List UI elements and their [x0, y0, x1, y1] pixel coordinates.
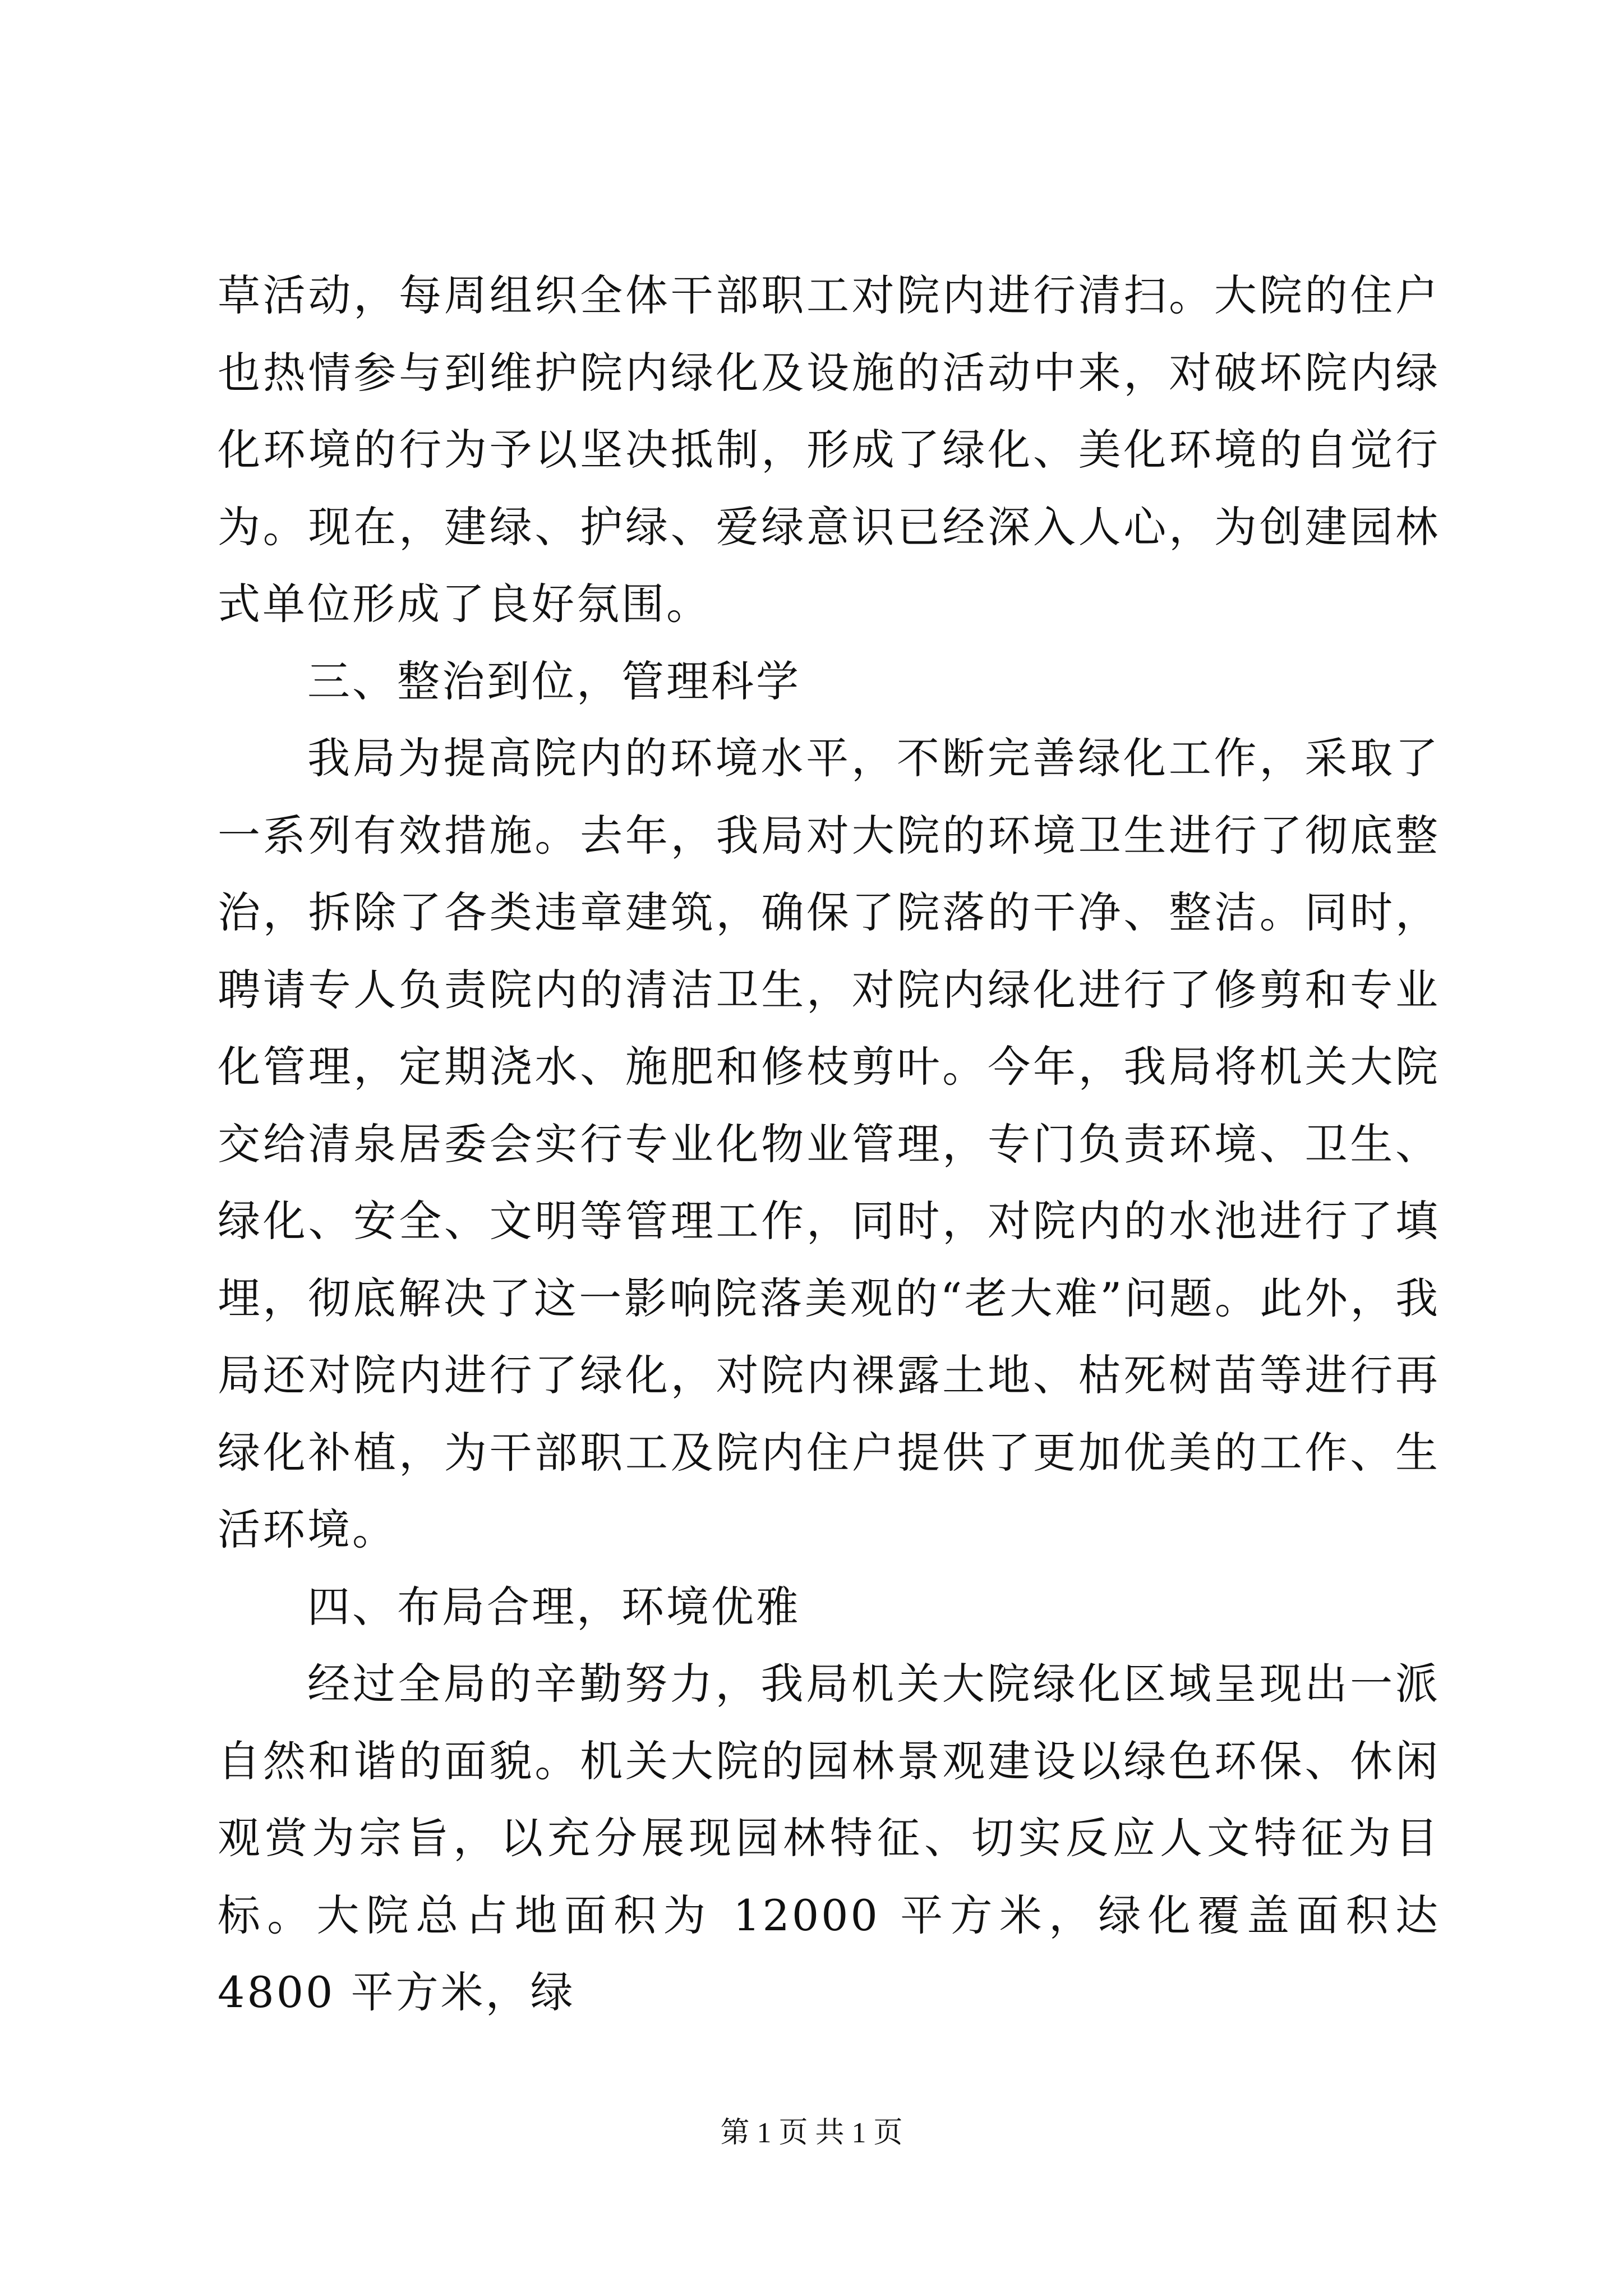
page-number-label: 第 1 页 共 1 页: [720, 2117, 903, 2149]
section-heading-3: 三、整治到位，管理科学: [307, 656, 801, 706]
paragraph-body-1: 草活动，每周组织全体干部职工对院内进行清扫。大院的住户也热情参与到维护院内绿化及设施的活动中来，对破坏院内绿化环境的行为予以坚决抵制，形成了绿化、美化环境的自觉行为。现在，建绿、护绿、爱绿意识已经深入人心，为创建园林式单位形成了良好氛围。: [218, 270, 1440, 629]
paragraph-body-3: 经过全局的辛勤努力，我局机关大院绿化区域呈现出一派自然和谐的面貌。机关大院的园林景观建设以绿色环保、休闲观赏为宗旨，以充分展现园林特征、切实反应人文特征为目标。大院总占地面积为 12000 平方米，绿化覆盖面积达 4800 平方米，绿: [218, 1659, 1440, 2017]
section-heading-4: 四、布局合理，环境优雅: [307, 1581, 801, 1632]
paragraph-body-2: 我局为提高院内的环境水平，不断完善绿化工作，采取了一系列有效措施。去年，我局对大院的环境卫生进行了彻底整治，拆除了各类违章建筑，确保了院落的干净、整洁。同时，聘请专人负责院内的清洁卫生，对院内绿化进行了修剪和专业化管理，定期浇水、施肥和修枝剪叶。今年，我局将机关大院交给清泉居委会实行专业化物业管理，专门负责环境、卫生、绿化、安全、文明等管理工作，同时，对院内的水池进行了填埋，彻底解决了这一影响院落美观的“老大难”问题。此外，我局还对院内进行了绿化，对院内裸露土地、枯死树苗等进行再绿化补植，为干部职工及院内住户提供了更加优美的工作、生活环境。: [218, 733, 1440, 1554]
document-body: [218, 257, 1440, 2031]
page-footer: [0, 2114, 1623, 2153]
